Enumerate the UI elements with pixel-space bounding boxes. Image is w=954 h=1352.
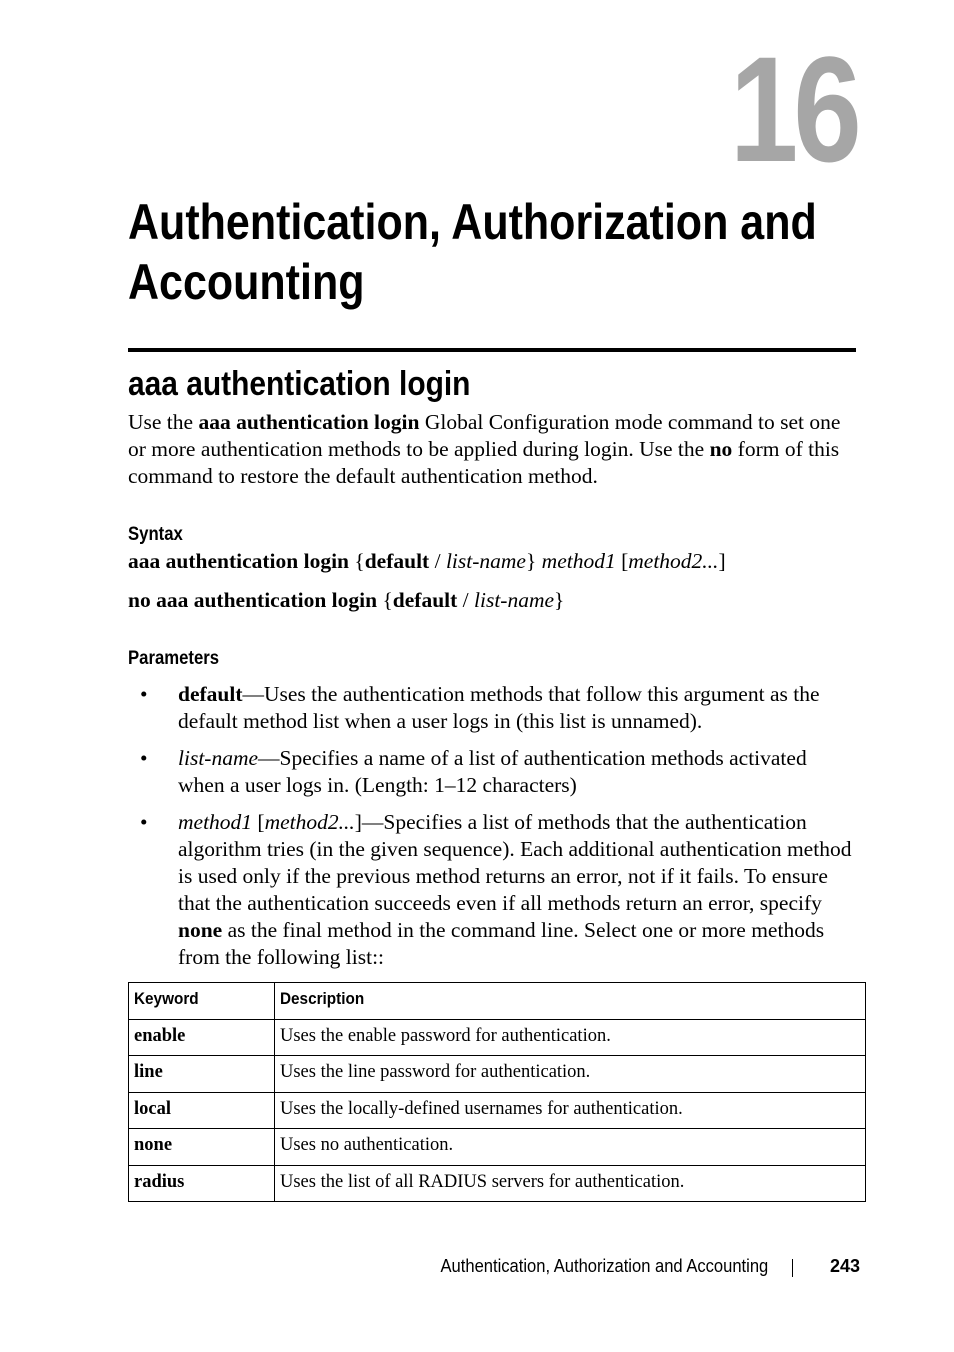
param-term: default	[178, 682, 243, 706]
syntax-brace: }	[525, 549, 542, 573]
table-cell-keyword: local	[129, 1092, 275, 1128]
chapter-title: Authentication, Authorization and Accounting	[128, 194, 817, 310]
syntax-list-name: list-name	[474, 588, 555, 612]
table-row	[129, 1056, 866, 1092]
list-item	[128, 809, 858, 971]
syntax-slash: /	[457, 588, 475, 612]
syntax-list-name: list-name	[445, 549, 526, 573]
intro-command: aaa authentication login	[198, 410, 420, 434]
syntax-method2: method2...	[628, 549, 719, 573]
syntax-method1: method1	[541, 549, 616, 573]
intro-text: form of this command to restore the default authentication method.	[128, 437, 840, 488]
param-description: as the final method in the command line. Select one or more methods from the following list::	[178, 918, 825, 969]
syntax-brace: {	[377, 588, 393, 612]
param-term: method1	[178, 810, 253, 834]
table-cell-keyword: enable	[129, 1020, 275, 1056]
parameters-list	[128, 681, 858, 981]
page-number: 243	[829, 1256, 860, 1276]
table-cell-description: Uses the line password for authentication.	[275, 1056, 866, 1092]
section-divider	[128, 348, 856, 352]
table-cell-description: Uses no authentication.	[275, 1129, 866, 1165]
list-item	[128, 681, 858, 735]
syntax-line-1	[128, 548, 726, 575]
table-row	[129, 1020, 866, 1056]
table-cell-keyword: radius	[129, 1165, 275, 1201]
table-cell-description: Uses the enable password for authentication.	[275, 1020, 866, 1056]
chapter-number: 16	[730, 25, 857, 193]
syntax-slash: /	[429, 549, 446, 573]
syntax-heading: Syntax	[128, 524, 183, 545]
intro-no-keyword: no	[709, 437, 733, 461]
bullet-icon: •	[140, 810, 148, 834]
table-header-description: Description	[275, 983, 866, 1020]
footer-separator	[792, 1259, 793, 1277]
syntax-default: default	[392, 588, 458, 612]
syntax-command: aaa authentication login	[128, 549, 349, 573]
intro-text: Use the	[128, 410, 199, 434]
syntax-bracket: ]	[718, 549, 726, 573]
page-footer	[0, 1256, 954, 1282]
param-term: method2...	[264, 810, 355, 834]
table-cell-description: Uses the locally-defined usernames for authentication.	[275, 1092, 866, 1128]
param-description: —Specifies a name of a list of authentication methods activated when a user logs in. (Length: 1–12 characters)	[178, 746, 807, 797]
table-row	[129, 1092, 866, 1128]
table-header-row	[129, 983, 866, 1020]
methods-table	[128, 982, 866, 1202]
syntax-bracket: [	[615, 549, 629, 573]
param-none-keyword: none	[178, 918, 223, 942]
param-description: —Uses the authentication methods that follow this argument as the default method list when a user logs in (this list is unnamed).	[178, 682, 820, 733]
param-description: ]—Specifies a list of methods that the authentication algorithm tries (in the given sequence). Each additional authentication method is used only if the previous method returns an error, not if it fails. To ensure that the authentication succeeds even if all methods return an error, specify	[178, 810, 852, 915]
table-cell-keyword: none	[129, 1129, 275, 1165]
param-bracket: [	[252, 810, 265, 834]
intro-text: Global Configuration mode command to set one or more authentication methods to be applied during login. Use the	[128, 410, 841, 461]
parameters-heading: Parameters	[128, 648, 220, 669]
syntax-line-2	[128, 587, 564, 614]
syntax-default: default	[364, 549, 430, 573]
table-row	[129, 1129, 866, 1165]
param-term: list-name	[178, 746, 259, 770]
bullet-icon: •	[140, 682, 148, 706]
syntax-brace: }	[554, 588, 565, 612]
table-cell-keyword: line	[129, 1056, 275, 1092]
table-row	[129, 1165, 866, 1201]
section-intro	[128, 409, 858, 490]
syntax-command: no aaa authentication login	[128, 588, 378, 612]
table-header-keyword: Keyword	[129, 983, 275, 1020]
syntax-brace: {	[349, 549, 365, 573]
bullet-icon: •	[140, 746, 148, 770]
list-item	[128, 745, 858, 799]
table-cell-description: Uses the list of all RADIUS servers for authentication.	[275, 1165, 866, 1201]
footer-title: Authentication, Authorization and Accounting	[440, 1256, 768, 1276]
section-title: aaa authentication login	[128, 365, 471, 403]
